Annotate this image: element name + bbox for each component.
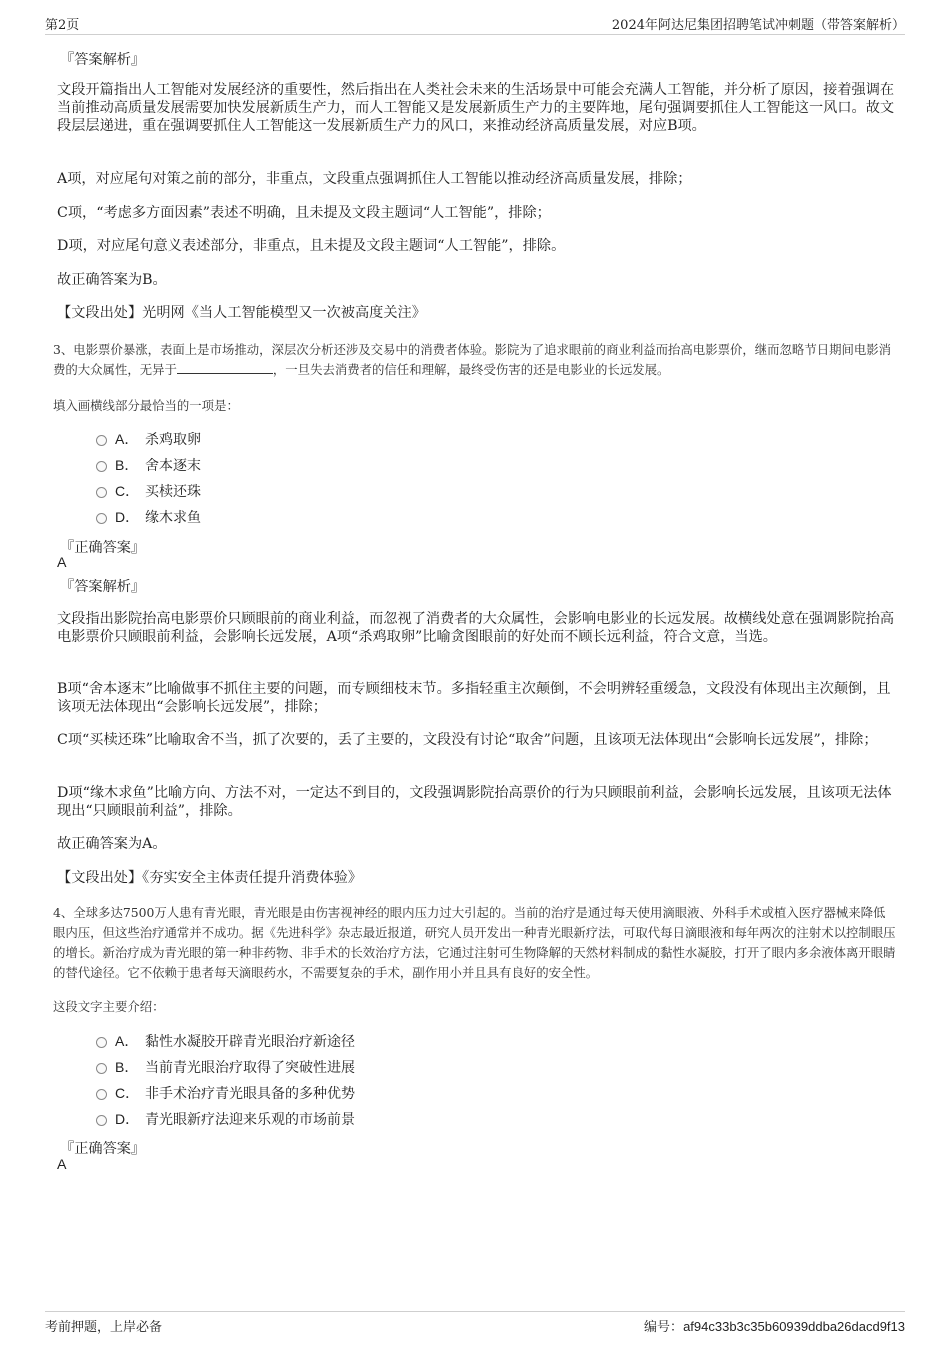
q2-analysis-title: 『答案解析』 <box>60 52 146 68</box>
q4-option-a[interactable]: A． 黏性水凝胶开辟青光眼治疗新途径 <box>96 1031 355 1051</box>
q2-option-c-analysis: C项，“考虑多方面因素”表述不明确，且未提及文段主题词“人工智能”，排除； <box>57 205 551 221</box>
footer-slogan: 考前押题，上岸必备 <box>45 1320 163 1335</box>
q2-option-a-analysis: A项，对应尾句对策之前的部分，非重点，文段重点强调抓住人工智能以推动经济高质量发展，排除； <box>57 171 692 187</box>
radio-icon[interactable] <box>96 513 107 524</box>
q3-stem-part2: ，一旦失去消费者的信任和理解，最终受伤害的还是电影业的长远发展。 <box>272 362 670 377</box>
q4-prompt: 这段文字主要介绍： <box>53 999 165 1014</box>
q3-blank-line <box>177 361 273 374</box>
radio-icon[interactable] <box>96 1063 107 1074</box>
q3-option-b[interactable]: B． 舍本逐末 <box>96 455 201 475</box>
q4-correct-answer-title: 『正确答案』 <box>60 1141 146 1157</box>
q3-option-c[interactable]: C． 买椟还珠 <box>96 481 201 501</box>
page-number: 第2页 <box>45 18 80 33</box>
page-footer <box>45 1311 905 1338</box>
q4-option-d[interactable]: D． 青光眼新疗法迎来乐观的市场前景 <box>96 1109 355 1129</box>
q3-analysis-title: 『答案解析』 <box>60 579 146 595</box>
code-value: af94c33b3c35b60939ddba26dacd9f13 <box>683 1319 905 1334</box>
q3-stem <box>53 340 896 380</box>
q2-source: 【文段出处】光明网《当人工智能模型又一次被高度关注》 <box>57 305 426 321</box>
page-header <box>45 14 905 35</box>
code-label: 编号： <box>644 1320 684 1335</box>
q3-analysis-paragraph: 文段指出影院抬高电影票价只顾眼前的商业利益，而忽视了消费者的大众属性，会影响电影业的长远发展。故横线处意在强调影院抬高电影票价只顾眼前利益，会影响长远发展，A项“杀鸡取卵”比喻贪图眼前的好处而不顾长远利益，符合文意，当选。 <box>57 611 895 645</box>
q2-analysis-paragraph: 文段开篇指出人工智能对发展经济的重要性，然后指出在人类社会未来的生活场景中可能会充满人工智能，并分析了原因，接着强调在当前推动高质量发展需要加快发展新质生产力，而人工智能又是发展新质生产力的主要阵地，尾句强调要抓住人工智能这一风口。故文段层层递进，重在强调要抓住人工智能这一发展新质生产力的风口，来推动经济高质量发展，对应B项。 <box>57 82 895 134</box>
radio-icon[interactable] <box>96 461 107 472</box>
q3-stem-part1: 3、电影票价暴涨，表面上是市场推动，深层次分析还涉及交易中的消费者体验。影院为了追求眼前的商业利益而抬高电影票价，继而忽略节日期间电影消费的大众属性，无异于 <box>53 342 892 377</box>
document-title: 2024年阿达尼集团招聘笔试冲刺题（带答案解析） <box>611 18 905 33</box>
q3-conclusion: 故正确答案为A。 <box>57 836 167 852</box>
q4-stem: 4、全球多达7500万人患有青光眼，青光眼是由伤害视神经的眼内压力过大引起的。当前的治疗是通过每天使用滴眼液、外科手术或植入医疗器械来降低眼内压，但这些治疗通常并不成功。据《先进科学》杂志最近报道，研究人员开发出一种青光眼新疗法，可取代每日滴眼液和每年两次的注射术以控制眼压的增长。新治疗成为青光眼的第一种非药物、非手术的长效治疗方法，它通过注射可生物降解的天然材料制成的黏性水凝胶，打开了眼内多余液体离开眼睛的替代途径。它不依赖于患者每天滴眼药水，不需要复杂的手术，副作用小并且具有良好的安全性。 <box>53 905 896 980</box>
q3-correct-answer-title: 『正确答案』 <box>60 540 146 556</box>
radio-icon[interactable] <box>96 1037 107 1048</box>
q3-option-c-analysis: C项“买椟还珠”比喻取舍不当，抓了次要的，丢了主要的，文段没有讨论“取舍”问题，且该项无法体现出“会影响长远发展”，排除； <box>57 732 878 748</box>
q3-option-a[interactable]: A． 杀鸡取卵 <box>96 429 201 449</box>
q3-source: 【文段出处】《夯实安全主体责任提升消费体验》 <box>57 870 363 886</box>
q4-option-c[interactable]: C． 非手术治疗青光眼具备的多种优势 <box>96 1083 355 1103</box>
q3-option-b-analysis: B项“舍本逐末”比喻做事不抓住主要的问题，而专顾细枝末节。多指轻重主次颠倒，不会明辨轻重缓急，文段没有体现出主次颠倒，且该项无法体现出“会影响长远发展”，排除； <box>57 681 891 715</box>
radio-icon[interactable] <box>96 1089 107 1100</box>
q4-correct-answer: A <box>57 1157 67 1173</box>
q4-option-b[interactable]: B． 当前青光眼治疗取得了突破性进展 <box>96 1057 355 1077</box>
q3-correct-answer: A <box>57 555 67 571</box>
radio-icon[interactable] <box>96 435 107 446</box>
q3-option-d-analysis: D项“缘木求鱼”比喻方向、方法不对，一定达不到目的，文段强调影院抬高票价的行为只顾眼前利益，会影响长远发展，且该项无法体现出“只顾眼前利益”，排除。 <box>57 785 892 819</box>
radio-icon[interactable] <box>96 487 107 498</box>
document-code <box>644 1316 905 1335</box>
q2-option-d-analysis: D项，对应尾句意义表述部分，非重点，且未提及文段主题词“人工智能”，排除。 <box>57 238 566 254</box>
q3-option-d[interactable]: D． 缘木求鱼 <box>96 507 201 527</box>
q3-prompt: 填入画横线部分最恰当的一项是： <box>53 398 239 413</box>
q2-conclusion: 故正确答案为B。 <box>57 272 167 288</box>
radio-icon[interactable] <box>96 1115 107 1126</box>
